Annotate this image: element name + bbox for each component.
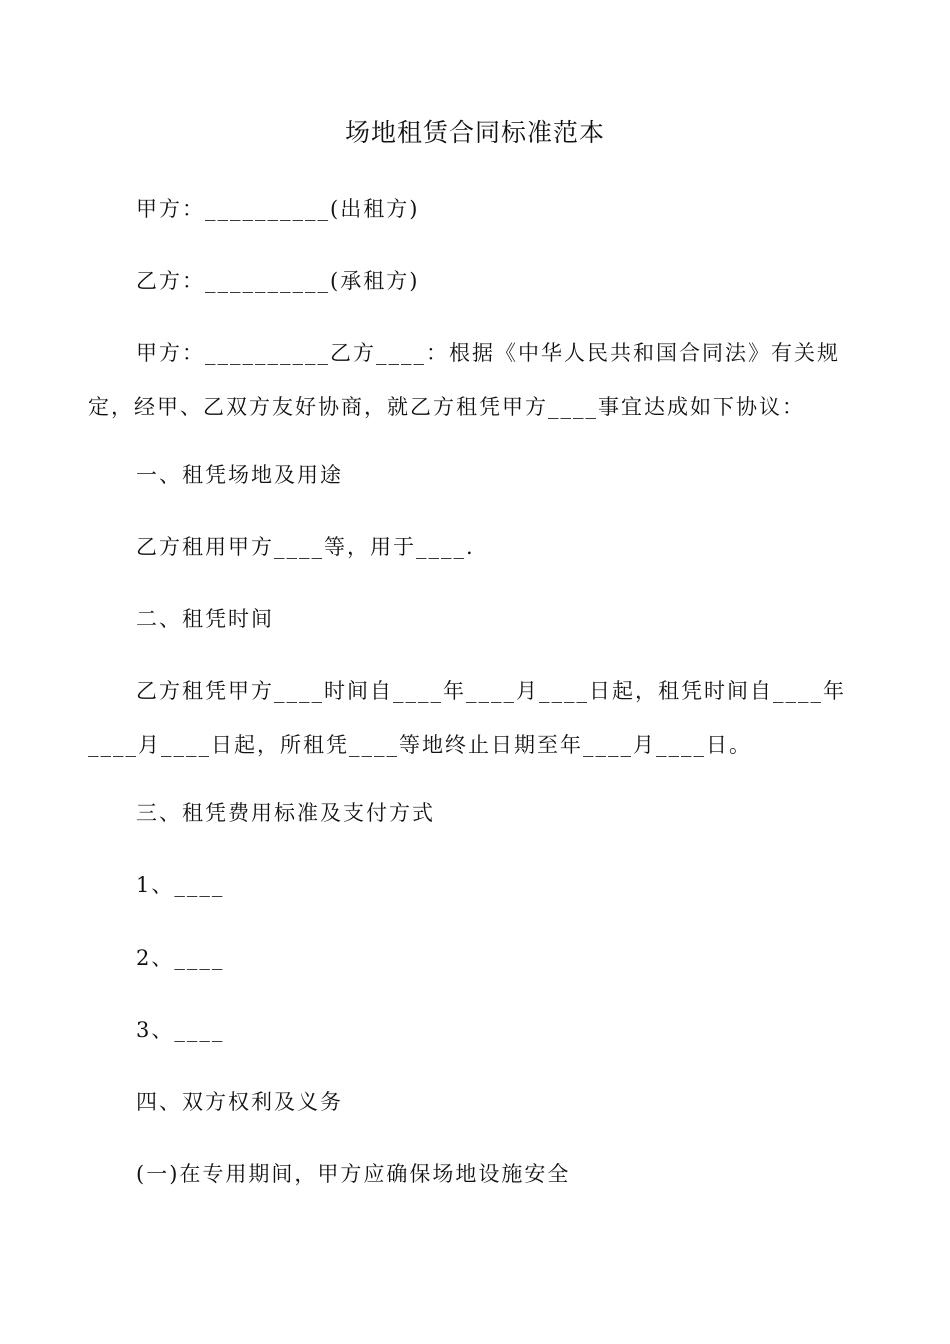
section-heading-2: 二、租凭时间 [136,607,274,631]
subsection-1: (一)在专用期间，甲方应确保场地设施安全 [136,1162,571,1186]
section-heading-1: 一、租凭场地及用途 [136,463,343,487]
party-a-line: 甲方：__________(出租方) [136,197,420,221]
section-heading-4: 四、双方权利及义务 [136,1090,343,1114]
section-1-body: 乙方租用甲方____等，用于____. [136,535,475,559]
party-b-line: 乙方：__________(承租方) [136,269,420,293]
section-2-body: 乙方租凭甲方____时间自____年____月____日起，租凭时间自____年____月____日起，所租凭____等地终止日期至年____月____日。 [88,679,846,757]
preamble-paragraph: 甲方：__________乙方____：根据《中华人民共和国合同法》有关规定，经甲、乙双方友好协商，就乙方租凭甲方____事宜达成如下协议： [88,341,840,419]
document-title: 场地租赁合同标准范本 [344,118,605,147]
list-item-1: 1、____ [136,873,225,897]
list-item-2: 2、____ [136,946,225,970]
section-heading-3: 三、租凭费用标准及支付方式 [136,801,435,825]
list-item-3: 3、____ [136,1018,225,1042]
